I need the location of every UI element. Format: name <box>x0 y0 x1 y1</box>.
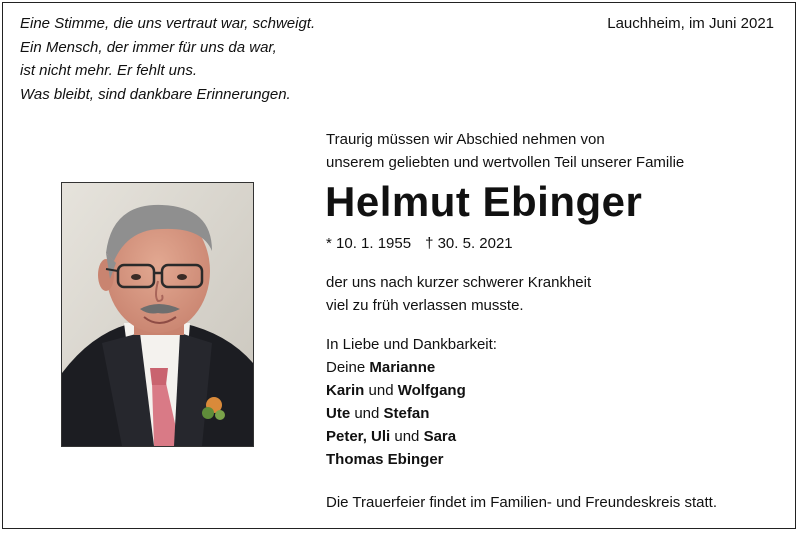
mourner-row: Deine Marianne <box>326 359 436 376</box>
illness-text <box>326 271 591 317</box>
mourner-name: Karin <box>326 382 365 399</box>
illness-line: viel zu früh verlassen musste. <box>326 297 524 314</box>
portrait-photo <box>61 182 254 447</box>
intro-line: unserem geliebten und wertvollen Teil unserer Familie <box>326 154 685 171</box>
illness-line: der uns nach kurzer schwerer Krankheit <box>326 274 592 291</box>
intro-line: Traurig müssen wir Abschied nehmen von <box>326 131 605 148</box>
poem-line: Eine Stimme, die uns vertraut war, schweigt. <box>20 15 316 32</box>
memorial-poem <box>20 12 315 106</box>
mourner-row: Karin und Wolfgang <box>326 382 466 399</box>
mourner-name: Stefan <box>383 405 430 422</box>
deceased-name: Helmut Ebinger <box>325 178 643 225</box>
poem-line: Ein Mensch, der immer für uns da war, <box>20 38 277 56</box>
poem-line: Was bleibt, sind dankbare Erinnerungen. <box>20 85 291 103</box>
mourner-name: Sara <box>423 428 457 445</box>
mourner-name: Thomas Ebinger <box>326 451 444 468</box>
life-dates <box>326 233 513 255</box>
mourner-name: Ute <box>326 405 351 422</box>
mourner-row: Peter, Uli und Sara <box>326 428 457 445</box>
mourners-heading: In Liebe und Dankbarkeit: <box>326 336 497 353</box>
funeral-note: Die Trauerfeier findet im Familien- und Freundeskreis statt. <box>326 494 717 511</box>
mourner-row <box>326 448 497 471</box>
place-date: Lauchheim, im Juni 2021 <box>607 15 774 32</box>
birth-date: * 10. 1. 1955 <box>326 235 412 252</box>
mourner-name: Peter, Uli <box>326 428 391 445</box>
mourner-row: Ute und Stefan <box>326 405 430 422</box>
intro-text <box>326 128 684 174</box>
mourner-name: Wolfgang <box>397 382 466 399</box>
mourner-name: Marianne <box>369 359 436 376</box>
mourners-list <box>326 333 497 471</box>
death-date: † 30. 5. 2021 <box>425 235 513 252</box>
poem-line: ist nicht mehr. Er fehlt uns. <box>20 62 198 79</box>
